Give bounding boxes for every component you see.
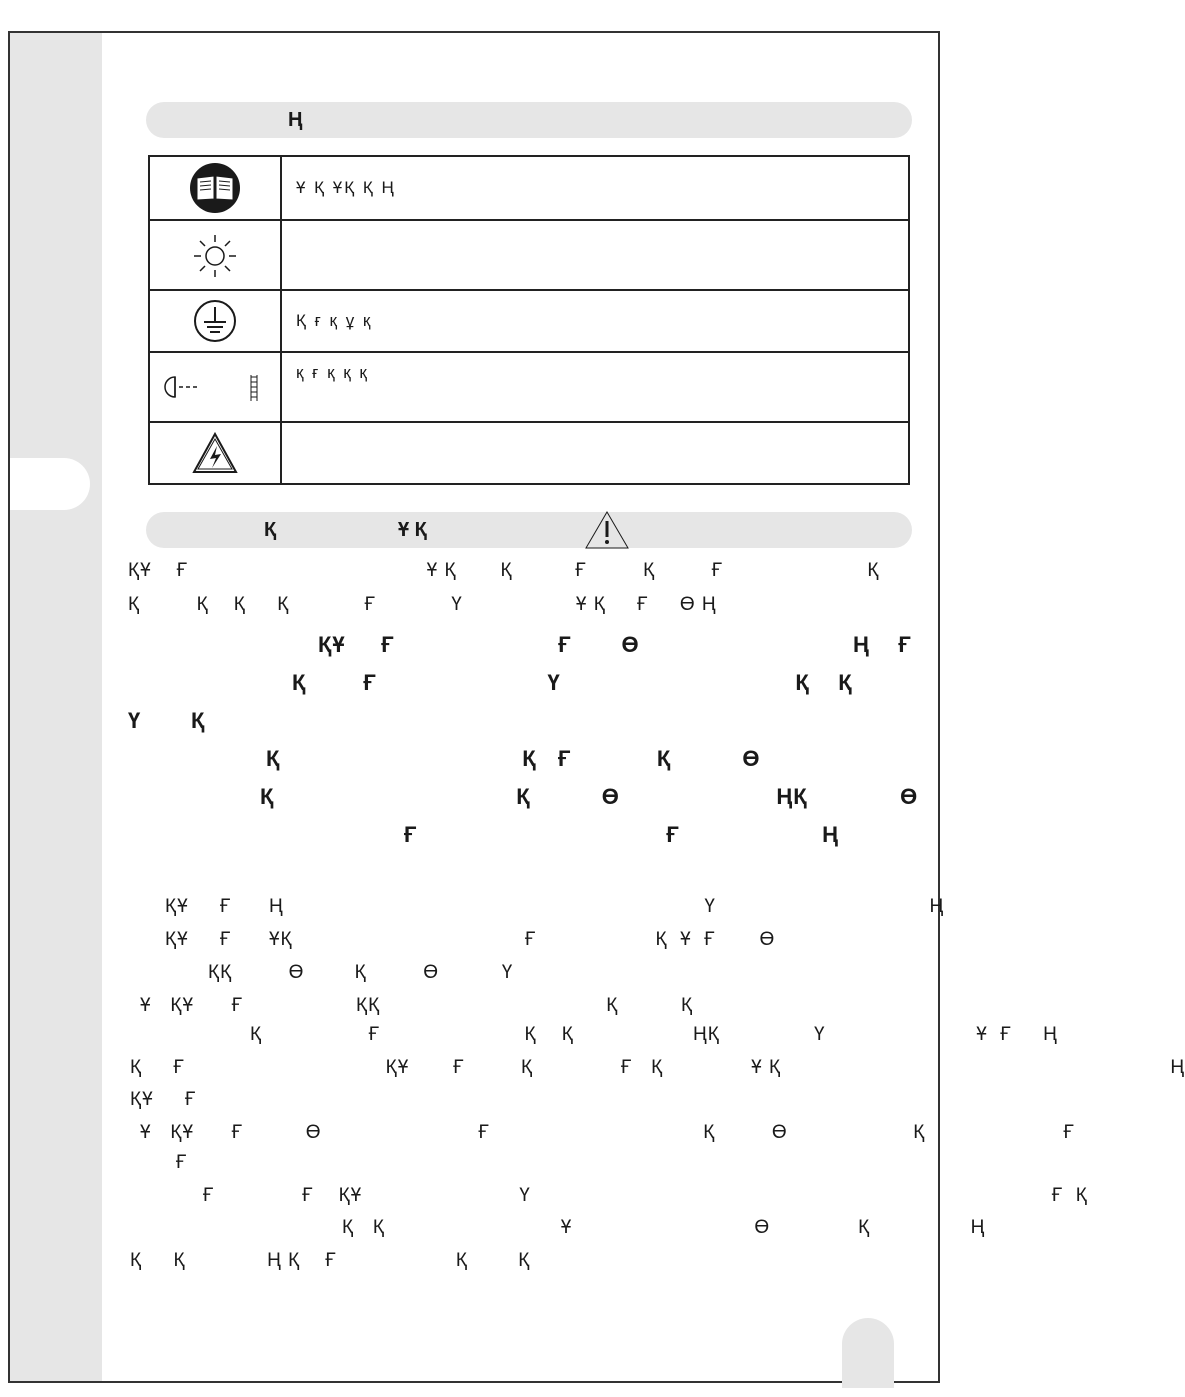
paragraph-b-line: Ү Қ <box>128 708 206 733</box>
symbol-row <box>150 157 908 219</box>
paragraph-b-line: ҚҰ Ғ Ғ Ө Ң Ғ <box>318 632 912 657</box>
paragraph-c-line: Ұ ҚҰ Ғ Ө Ғ Қ Ө Қ Ғ <box>140 1122 1075 1143</box>
paragraph-b-line: Қ Қ Ө ҢҚ Ө <box>260 784 919 809</box>
paragraph-c-line: Қ Қ Ң Қ Ғ Қ Қ <box>130 1250 531 1271</box>
warning-triangle-icon <box>584 510 630 555</box>
symbol-text <box>282 221 908 289</box>
paragraph-b-line: Ғ Ғ Ң <box>404 822 840 847</box>
paragraph-c-line: Ұ ҚҰ Ғ ҚҚ Қ Қ <box>140 995 694 1016</box>
paragraph-b-line: Қ Қ Ғ Қ Ө <box>266 746 761 771</box>
paragraph-c-line: Ғ <box>176 1152 188 1173</box>
section-heading-text-a: Қ <box>264 519 277 541</box>
symbol-row <box>150 219 908 289</box>
section-heading-text-b: Ұ Қ <box>398 519 427 541</box>
section-heading-safety <box>146 512 912 548</box>
paragraph-b-line: Қ Ғ Ү Қ Қ <box>292 670 853 695</box>
paragraph-a-line: Қ Қ Қ Қ Ғ Ү Ұ Қ Ғ Ө Ң <box>128 594 717 615</box>
lamp-beam-icon <box>150 353 282 421</box>
high-voltage-icon <box>150 423 282 483</box>
sun-icon <box>150 221 282 289</box>
symbol-row <box>150 289 908 351</box>
section-heading-text: Ң <box>288 109 303 131</box>
page-number-tab <box>842 1318 894 1388</box>
symbol-text: Қ ғ қ ұ қ <box>296 311 373 330</box>
section-heading-symbols <box>146 102 912 138</box>
paragraph-c-line: ҚҰ Ғ <box>130 1089 197 1110</box>
symbol-row <box>150 351 908 421</box>
paragraph-c-line: Қ Қ Ұ Ө Қ Ң <box>342 1217 986 1238</box>
paragraph-c-line: Қ Ғ Қ Қ ҢҚ Ү Ұ Ғ Ң <box>250 1024 1058 1045</box>
symbol-text <box>282 423 908 483</box>
symbol-text: Ұ Қ ҰҚ Қ Ң <box>296 178 396 197</box>
paragraph-c-line: Қ Ғ ҚҰ Ғ Қ Ғ Қ Ұ Қ Ң <box>130 1057 1185 1078</box>
paragraph-c-line: ҚҰ Ғ ҰҚ Ғ Қ Ұ Ғ Ө <box>165 929 776 950</box>
symbol-row <box>150 421 908 483</box>
paragraph-c-line: ҚҰ Ғ Ң Ү Ң <box>165 896 945 917</box>
symbol-text: қ ғ қ қ қ <box>296 363 369 382</box>
symbols-table <box>148 155 910 485</box>
book-icon <box>150 157 282 219</box>
paragraph-c-line: Ғ Ғ ҚҰ Ү Ғ Қ <box>203 1185 1088 1206</box>
paragraph-a-line: ҚҰ Ғ Ұ Қ Қ Ғ Қ Ғ Қ <box>128 560 880 581</box>
earth-ground-icon <box>150 291 282 351</box>
paragraph-c-line: ҚҚ Ө Қ Ө Ү <box>208 962 514 983</box>
